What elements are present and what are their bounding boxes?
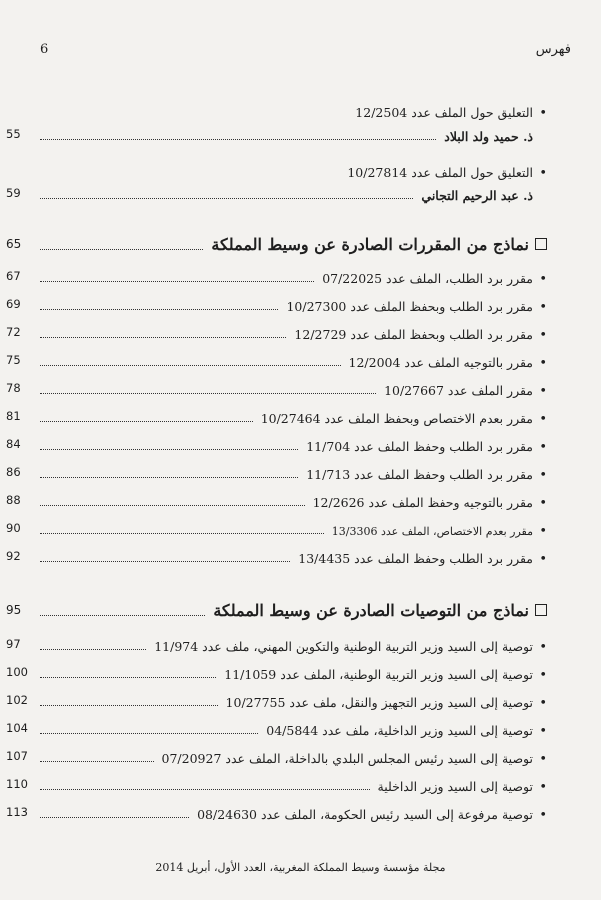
leader-dots bbox=[40, 139, 436, 140]
toc-entry[interactable] bbox=[6, 718, 547, 739]
entry-author: ذ. عبد الرحيم التجاني bbox=[421, 188, 533, 203]
section-page: 95 bbox=[6, 603, 22, 617]
leader-dots bbox=[40, 561, 290, 562]
bullet-icon: • bbox=[539, 668, 547, 683]
leader-dots bbox=[40, 449, 298, 450]
entry-title: توصية إلى السيد رئيس المجلس البلدي بالداخلة، الملف عدد 07/20927 bbox=[161, 751, 533, 766]
entry-page: 81 bbox=[6, 409, 21, 423]
toc-entry-comment-2[interactable] bbox=[32, 160, 547, 180]
leader-dots bbox=[40, 789, 370, 790]
bullet-icon: • bbox=[539, 524, 547, 539]
entry-page: 69 bbox=[6, 297, 21, 311]
leader-dots bbox=[40, 393, 376, 394]
entry-title: مقرر الملف عدد 10/27667 bbox=[384, 383, 533, 398]
leader-dots bbox=[40, 677, 216, 678]
entry-title: توصية إلى السيد وزير التربية الوطنية والتكوين المهني، ملف عدد 11/974 bbox=[154, 639, 533, 654]
entry-title: توصية مرفوعة إلى السيد رئيس الحكومة، الملف عدد 08/24630 bbox=[197, 807, 533, 822]
square-bullet-icon bbox=[535, 604, 547, 616]
bullet-icon: • bbox=[539, 552, 547, 567]
entry-title: مقرر برد الطلب وبحفظ الملف عدد 12/2729 bbox=[294, 327, 533, 342]
entry-page: 67 bbox=[6, 269, 21, 283]
section-title: نماذج من التوصيات الصادرة عن وسيط المملكة bbox=[213, 601, 529, 620]
bullet-icon: • bbox=[539, 300, 547, 315]
toc-entry-author-1[interactable] bbox=[6, 124, 547, 144]
entry-title: مقرر بعدم الاختصاص وبحفظ الملف عدد 10/27464 bbox=[260, 411, 533, 426]
toc-entry[interactable] bbox=[6, 434, 547, 455]
leader-dots bbox=[40, 817, 189, 818]
entry-title: مقرر بالتوجيه وحفظ الملف عدد 12/2626 bbox=[312, 495, 533, 510]
entry-title: مقرر برد الطلب وبحفظ الملف عدد 10/27300 bbox=[286, 299, 533, 314]
bullet-icon: • bbox=[539, 724, 547, 739]
entry-author: ذ. حميد ولد البلاد bbox=[444, 129, 533, 144]
entry-page: 84 bbox=[6, 437, 21, 451]
toc-entry[interactable] bbox=[6, 378, 547, 399]
bullet-icon: • bbox=[539, 356, 547, 371]
leader-dots bbox=[40, 505, 305, 506]
entry-title: مقرر بعدم الاختصاص، الملف عدد 13/3306 bbox=[331, 525, 533, 538]
toc-entry[interactable] bbox=[6, 490, 547, 511]
leader-dots bbox=[40, 615, 205, 616]
entry-title: توصية إلى السيد وزير التربية الوطنية، الملف عدد 11/1059 bbox=[224, 667, 533, 682]
page-footer: مجلة مؤسسة وسيط المملكة المغربية، العدد الأول، أبريل 2014 bbox=[155, 861, 446, 874]
leader-dots bbox=[40, 705, 218, 706]
entry-title: التعليق حول الملف عدد 12/2504 bbox=[355, 105, 533, 120]
entry-page: 102 bbox=[6, 693, 28, 707]
entry-page: 75 bbox=[6, 353, 21, 367]
leader-dots bbox=[40, 281, 314, 282]
toc-entry[interactable] bbox=[6, 294, 547, 315]
toc-entry[interactable] bbox=[6, 322, 547, 343]
bullet-icon: • bbox=[539, 468, 547, 483]
entry-page: 107 bbox=[6, 749, 28, 763]
leader-dots bbox=[40, 309, 278, 310]
entry-page: 86 bbox=[6, 465, 21, 479]
toc-entry[interactable] bbox=[6, 746, 547, 767]
toc-entry-comment-1[interactable] bbox=[32, 100, 547, 120]
entry-page: 59 bbox=[6, 186, 21, 200]
entry-page: 100 bbox=[6, 665, 28, 679]
toc-entry[interactable] bbox=[6, 462, 547, 483]
toc-entry[interactable] bbox=[6, 546, 547, 567]
entry-page: 104 bbox=[6, 721, 28, 735]
bullet-icon: • bbox=[539, 440, 547, 455]
entry-title: مقرر برد الطلب وحفظ الملف عدد 13/4435 bbox=[298, 551, 533, 566]
entry-page: 90 bbox=[6, 521, 21, 535]
running-title: فهرس bbox=[535, 42, 571, 57]
leader-dots bbox=[40, 733, 258, 734]
bullet-icon: • bbox=[539, 412, 547, 427]
bullet-icon: • bbox=[539, 696, 547, 711]
bullet-icon: • bbox=[539, 640, 547, 655]
entry-title: توصية إلى السيد وزير الداخلية bbox=[377, 779, 533, 794]
toc-entry[interactable] bbox=[6, 518, 547, 539]
toc-entry[interactable] bbox=[6, 662, 547, 683]
entry-page: 72 bbox=[6, 325, 21, 339]
leader-dots bbox=[40, 477, 298, 478]
toc-entry[interactable] bbox=[6, 406, 547, 427]
entry-page: 113 bbox=[6, 805, 28, 819]
bullet-icon: • bbox=[539, 780, 547, 795]
bullet-icon: • bbox=[539, 752, 547, 767]
toc-entry[interactable] bbox=[6, 802, 547, 823]
toc-entry[interactable] bbox=[6, 634, 547, 655]
bullet-icon: • bbox=[539, 166, 547, 181]
entry-title: مقرر برد الطلب وحفظ الملف عدد 11/704 bbox=[306, 439, 533, 454]
leader-dots bbox=[40, 649, 146, 650]
leader-dots bbox=[40, 533, 324, 534]
entry-title: مقرر بالتوجيه الملف عدد 12/2004 bbox=[348, 355, 533, 370]
leader-dots bbox=[40, 249, 203, 250]
leader-dots bbox=[40, 198, 413, 199]
entry-title: توصية إلى السيد وزير التجهيز والنقل، ملف عدد 10/27755 bbox=[225, 695, 533, 710]
leader-dots bbox=[40, 761, 154, 762]
section-title: نماذج من المقررات الصادرة عن وسيط المملكة bbox=[211, 235, 529, 254]
bullet-icon: • bbox=[539, 808, 547, 823]
entry-page: 92 bbox=[6, 549, 21, 563]
toc-entry[interactable] bbox=[6, 350, 547, 371]
page-number: 6 bbox=[40, 42, 49, 57]
section-page: 65 bbox=[6, 237, 22, 251]
toc-entry[interactable] bbox=[6, 266, 547, 287]
entry-page: 78 bbox=[6, 381, 21, 395]
bullet-icon: • bbox=[539, 384, 547, 399]
section-heading-recommendations[interactable] bbox=[6, 596, 547, 620]
toc-entry[interactable] bbox=[6, 690, 547, 711]
entry-page: 97 bbox=[6, 637, 21, 651]
entry-title: مقرر برد الطلب، الملف عدد 07/22025 bbox=[322, 271, 533, 286]
square-bullet-icon bbox=[535, 238, 547, 250]
toc-entry[interactable] bbox=[6, 774, 547, 795]
bullet-icon: • bbox=[539, 106, 547, 121]
entry-title: مقرر برد الطلب وحفظ الملف عدد 11/713 bbox=[306, 467, 533, 482]
leader-dots bbox=[40, 337, 286, 338]
toc-entry-author-2[interactable] bbox=[6, 183, 547, 203]
entry-title: التعليق حول الملف عدد 10/27814 bbox=[347, 165, 533, 180]
bullet-icon: • bbox=[539, 496, 547, 511]
entry-page: 55 bbox=[6, 127, 21, 141]
leader-dots bbox=[40, 421, 253, 422]
bullet-icon: • bbox=[539, 328, 547, 343]
bullet-icon: • bbox=[539, 272, 547, 287]
entry-page: 110 bbox=[6, 777, 28, 791]
entry-page: 88 bbox=[6, 493, 21, 507]
leader-dots bbox=[40, 365, 341, 366]
entry-title: توصية إلى السيد وزير الداخلية، ملف عدد 04/5844 bbox=[266, 723, 533, 738]
section-heading-decisions[interactable] bbox=[6, 230, 547, 254]
